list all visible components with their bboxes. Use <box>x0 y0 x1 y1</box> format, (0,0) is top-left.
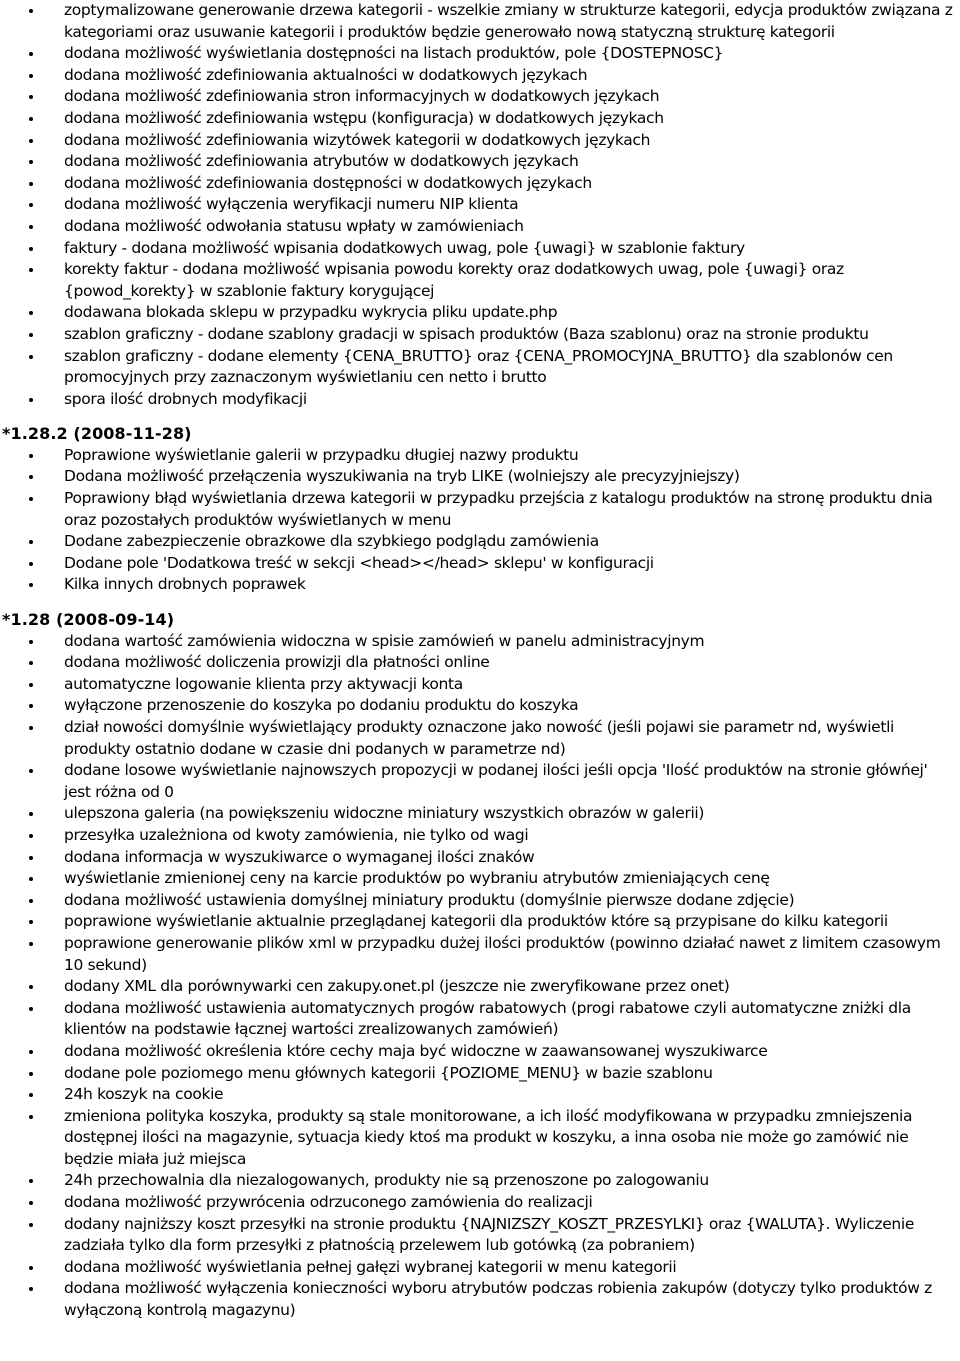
changelog-item-text: poprawione wyświetlanie aktualnie przeglądanej kategorii dla produktów które są przypisane do kilku kategorii <box>64 912 888 931</box>
bullet-icon <box>29 1201 33 1205</box>
changelog-item-text: dodana możliwość doliczenia prowizji dla płatności online <box>64 653 490 672</box>
bullet-icon <box>29 454 33 458</box>
changelog-item <box>0 238 960 260</box>
changelog-item <box>0 0 960 43</box>
changelog-item-text: dodana możliwość zdefiniowania wizytówek kategorii w dodatkowych językach <box>64 130 651 149</box>
version-heading: *1.28 (2008-09-14) <box>2 610 175 630</box>
changelog-item <box>0 674 960 696</box>
bullet-icon <box>29 942 33 946</box>
changelog-item <box>0 825 960 847</box>
bullet-icon <box>29 1050 33 1054</box>
changelog-item <box>0 847 960 869</box>
changelog-item <box>0 43 960 65</box>
changelog-section <box>0 423 960 596</box>
changelog-item-text: szablon graficzny - dodane szablony gradacji w spisach produktów (Baza szablonu) oraz na stronie produktu <box>64 324 869 343</box>
bullet-icon <box>29 899 33 903</box>
bullet-icon <box>29 1287 33 1291</box>
changelog-item <box>0 488 960 531</box>
changelog-item-text: dodana możliwość określenia które cechy maja być widoczne w zaawansowanej wyszukiwarce <box>64 1041 768 1060</box>
changelog-item-text: dodana możliwość zdefiniowania dostępności w dodatkowych językach <box>64 173 592 192</box>
bullet-icon <box>29 704 33 708</box>
bullet-icon <box>29 920 33 924</box>
bullet-icon <box>29 9 33 13</box>
changelog-item <box>0 466 960 488</box>
changelog-item-text: Poprawione wyświetlanie galerii w przypadku długiej nazwy produktu <box>64 445 579 464</box>
bullet-icon <box>29 203 33 207</box>
changelog-item <box>0 695 960 717</box>
bullet-icon <box>29 683 33 687</box>
changelog-item-text: dodana możliwość przywrócenia odrzuconego zamówienia do realizacji <box>64 1193 593 1212</box>
bullet-icon <box>29 160 33 164</box>
bullet-icon <box>29 856 33 860</box>
changelog-item-text: Dodane zabezpieczenie obrazkowe dla szybkiego podglądu zamówienia <box>64 532 599 551</box>
bullet-icon <box>29 1007 33 1011</box>
bullet-icon <box>29 834 33 838</box>
changelog-item-text: przesyłka uzależniona od kwoty zamówienia, nie tylko od wagi <box>64 825 529 844</box>
changelog-item <box>0 998 960 1041</box>
changelog-item <box>0 108 960 130</box>
changelog-item-text: Dodane pole 'Dodatkowa treść w sekcji <head></head> sklepu' w konfiguracji <box>64 553 654 572</box>
changelog-item-text: dodana możliwość ustawienia domyślnej miniatury produktu (domyślnie pierwsze dodane zdjęcie) <box>64 890 795 909</box>
bullet-icon <box>29 74 33 78</box>
changelog-item-text: dodana możliwość wyłączenia konieczności wyboru atrybutów podczas robienia zakupów (dotyczy tylko produktów z wyłączoną kontrolą magazynu) <box>64 1279 932 1320</box>
changelog-item-text: dodana możliwość zdefiniowania atrybutów w dodatkowych językach <box>64 152 579 171</box>
changelog-item-text: dodany najniższy koszt przesyłki na stronie produktu {NAJNIZSZY_KOSZT_PRZESYLKI} oraz {WALUTA}. Wyliczenie zadziała tylko dla form przesyłki z płatnością przelewem lub gotówką (za pobraniem) <box>64 1214 915 1255</box>
changelog-item <box>0 445 960 467</box>
changelog-item <box>0 574 960 596</box>
changelog-item <box>0 302 960 324</box>
changelog-item <box>0 194 960 216</box>
changelog-item <box>0 868 960 890</box>
bullet-icon <box>29 355 33 359</box>
changelog-item-text: dodana możliwość wyłączenia weryfikacji numeru NIP klienta <box>64 195 519 214</box>
bullet-icon <box>29 333 33 337</box>
changelog-item <box>0 1278 960 1321</box>
changelog-item <box>0 1084 960 1106</box>
bullet-icon <box>29 726 33 730</box>
changelog-item-text: 24h koszyk na cookie <box>64 1085 224 1104</box>
changelog-item <box>0 1192 960 1214</box>
changelog-item-text: Dodana możliwość przełączenia wyszukiwania na tryb LIKE (wolniejszy ale precyzyjniejszy) <box>64 467 740 486</box>
changelog-item-text: dodana wartość zamówienia widoczna w spisie zamówień w panelu administracyjnym <box>64 631 705 650</box>
changelog-item <box>0 86 960 108</box>
changelog-item <box>0 389 960 411</box>
changelog-item-text: dodany XML dla porównywarki cen zakupy.onet.pl (jeszcze nie zweryfikowane przez onet) <box>64 977 730 996</box>
changelog-list <box>0 445 960 596</box>
changelog-item-text: dodana możliwość wyświetlania pełnej gałęzi wybranej kategorii w menu kategorii <box>64 1257 677 1276</box>
changelog-item-text: wyłączone przenoszenie do koszyka po dodaniu produktu do koszyka <box>64 696 579 715</box>
bullet-icon <box>29 1223 33 1227</box>
bullet-icon <box>29 117 33 121</box>
changelog-item-text: zoptymalizowane generowanie drzewa kategorii - wszelkie zmiany w strukturze kategorii, edycja produktów związana z kategoriami oraz usuwanie kategorii i produktów będzie generowało nową statyczną strukturę kategorii <box>64 1 953 41</box>
changelog-item <box>0 151 960 173</box>
bullet-icon <box>29 1115 33 1119</box>
bullet-icon <box>29 268 33 272</box>
bullet-icon <box>29 877 33 881</box>
changelog-item <box>0 346 960 389</box>
changelog-item <box>0 1170 960 1192</box>
version-heading: *1.28.2 (2008-11-28) <box>2 424 192 444</box>
bullet-icon <box>29 247 33 251</box>
bullet-icon <box>29 583 33 587</box>
changelog-item-text: spora ilość drobnych modyfikacji <box>64 389 307 408</box>
changelog-item <box>0 216 960 238</box>
changelog-item <box>0 531 960 553</box>
bullet-icon <box>29 497 33 501</box>
changelog-item-text: dodana możliwość zdefiniowania wstępu (konfiguracja) w dodatkowych językach <box>64 108 664 127</box>
bullet-icon <box>29 311 33 315</box>
changelog-item-text: Poprawiony błąd wyświetlania drzewa kategorii w przypadku przejścia z katalogu produktów na stronę produktu dnia oraz pozostałych produktów wyświetlanych w menu <box>64 489 933 529</box>
changelog-item <box>0 933 960 976</box>
changelog-item <box>0 652 960 674</box>
changelog-list <box>0 0 960 410</box>
bullet-icon <box>29 398 33 402</box>
changelog-item-text: dodana możliwość odwołania statusu wpłaty w zamówieniach <box>64 216 524 235</box>
changelog-item-text: wyświetlanie zmienionej ceny na karcie produktów po wybraniu atrybutów zmieniających cenę <box>64 869 770 888</box>
changelog-item-text: dodana informacja w wyszukiwarce o wymaganej ilości znaków <box>64 847 535 866</box>
bullet-icon <box>29 1266 33 1270</box>
bullet-icon <box>29 95 33 99</box>
changelog-item-text: dział nowości domyślnie wyświetlający produkty oznaczone jako nowość (jeśli pojawi sie parametr nd, wyświetli produkty ostatnio dodane w czasie dni podanych w parametrze nd) <box>64 718 895 758</box>
bullet-icon <box>29 562 33 566</box>
changelog-section <box>0 609 960 1322</box>
bullet-icon <box>29 225 33 229</box>
bullet-icon <box>29 769 33 773</box>
bullet-icon <box>29 812 33 816</box>
changelog-item <box>0 1214 960 1257</box>
changelog-item-text: dodana możliwość zdefiniowania aktualności w dodatkowych językach <box>64 65 588 84</box>
changelog-item <box>0 1257 960 1279</box>
changelog-section <box>0 0 960 410</box>
changelog-item <box>0 890 960 912</box>
changelog-item <box>0 717 960 760</box>
changelog-item-text: 24h przechowalnia dla niezalogowanych, produkty nie są przenoszone po zalogowaniu <box>64 1171 709 1190</box>
changelog-item <box>0 631 960 653</box>
bullet-icon <box>29 139 33 143</box>
changelog-item <box>0 130 960 152</box>
changelog-item-text: dodana możliwość zdefiniowania stron informacyjnych w dodatkowych językach <box>64 87 660 106</box>
changelog-item-text: dodawana blokada sklepu w przypadku wykrycia pliku update.php <box>64 303 558 322</box>
bullet-icon <box>29 640 33 644</box>
bullet-icon <box>29 985 33 989</box>
changelog-item-text: faktury - dodana możliwość wpisania dodatkowych uwag, pole {uwagi} w szablonie faktury <box>64 238 745 257</box>
changelog-item-text: Kilka innych drobnych poprawek <box>64 575 306 594</box>
changelog-item <box>0 259 960 302</box>
changelog-item-text: poprawione generowanie plików xml w przypadku dużej ilości produktów (powinno działać nawet z limitem czasowym 10 sekund) <box>64 933 941 974</box>
changelog-item-text: dodana możliwość wyświetlania dostępności na listach produktów, pole {DOSTEPNOSC} <box>64 44 724 63</box>
changelog-item-text: ulepszona galeria (na powiększeniu widoczne miniatury wszystkich obrazów w galerii) <box>64 804 705 823</box>
bullet-icon <box>29 1093 33 1097</box>
changelog-item-text: szablon graficzny - dodane elementy {CENA_BRUTTO} oraz {CENA_PROMOCYJNA_BRUTTO} dla szablonów cen promocyjnych przy zaznaczonym wyświetlaniu cen netto i brutto <box>64 346 893 387</box>
bullet-icon <box>29 661 33 665</box>
changelog-item <box>0 1041 960 1063</box>
changelog-item <box>0 553 960 575</box>
bullet-icon <box>29 182 33 186</box>
changelog-item-text: korekty faktur - dodana możliwość wpisania powodu korekty oraz dodatkowych uwag, pole {uwagi} oraz {powod_korekty} w szablonie faktury korygującej <box>64 260 844 300</box>
changelog-item <box>0 324 960 346</box>
changelog-item-text: zmieniona polityka koszyka, produkty są stale monitorowane, a ich ilość modyfikowana w przypadku zmniejszenia dostępnej ilości na magazynie, sytuacja kiedy ktoś ma produkt w koszyku, a inna osoba nie może go zamówić nie będzie miała już miejsca <box>64 1106 913 1168</box>
changelog-item <box>0 1106 960 1171</box>
bullet-icon <box>29 1179 33 1183</box>
changelog-item <box>0 911 960 933</box>
changelog-item-text: automatyczne logowanie klienta przy aktywacji konta <box>64 674 463 693</box>
changelog-item <box>0 803 960 825</box>
changelog-item-text: dodane losowe wyświetlanie najnowszych propozycji w podanej ilości jeśli opcja 'Ilość produktów na stronie główńej' jest różna od 0 <box>64 761 928 801</box>
changelog-item <box>0 760 960 803</box>
changelog-item-text: dodana możliwość ustawienia automatycznych progów rabatowych (progi rabatowe czyli automatyczne zniżki dla klientów na podstawie łącznej wartości zrealizowanych zamówień) <box>64 998 911 1039</box>
bullet-icon <box>29 540 33 544</box>
bullet-icon <box>29 475 33 479</box>
changelog-item <box>0 976 960 998</box>
changelog-item <box>0 173 960 195</box>
changelog-item <box>0 65 960 87</box>
changelog-item-text: dodane pole poziomego menu głównych kategorii {POZIOME_MENU} w bazie szablonu <box>64 1063 713 1082</box>
changelog-item <box>0 1063 960 1085</box>
bullet-icon <box>29 52 33 56</box>
changelog-list <box>0 631 960 1322</box>
bullet-icon <box>29 1072 33 1076</box>
